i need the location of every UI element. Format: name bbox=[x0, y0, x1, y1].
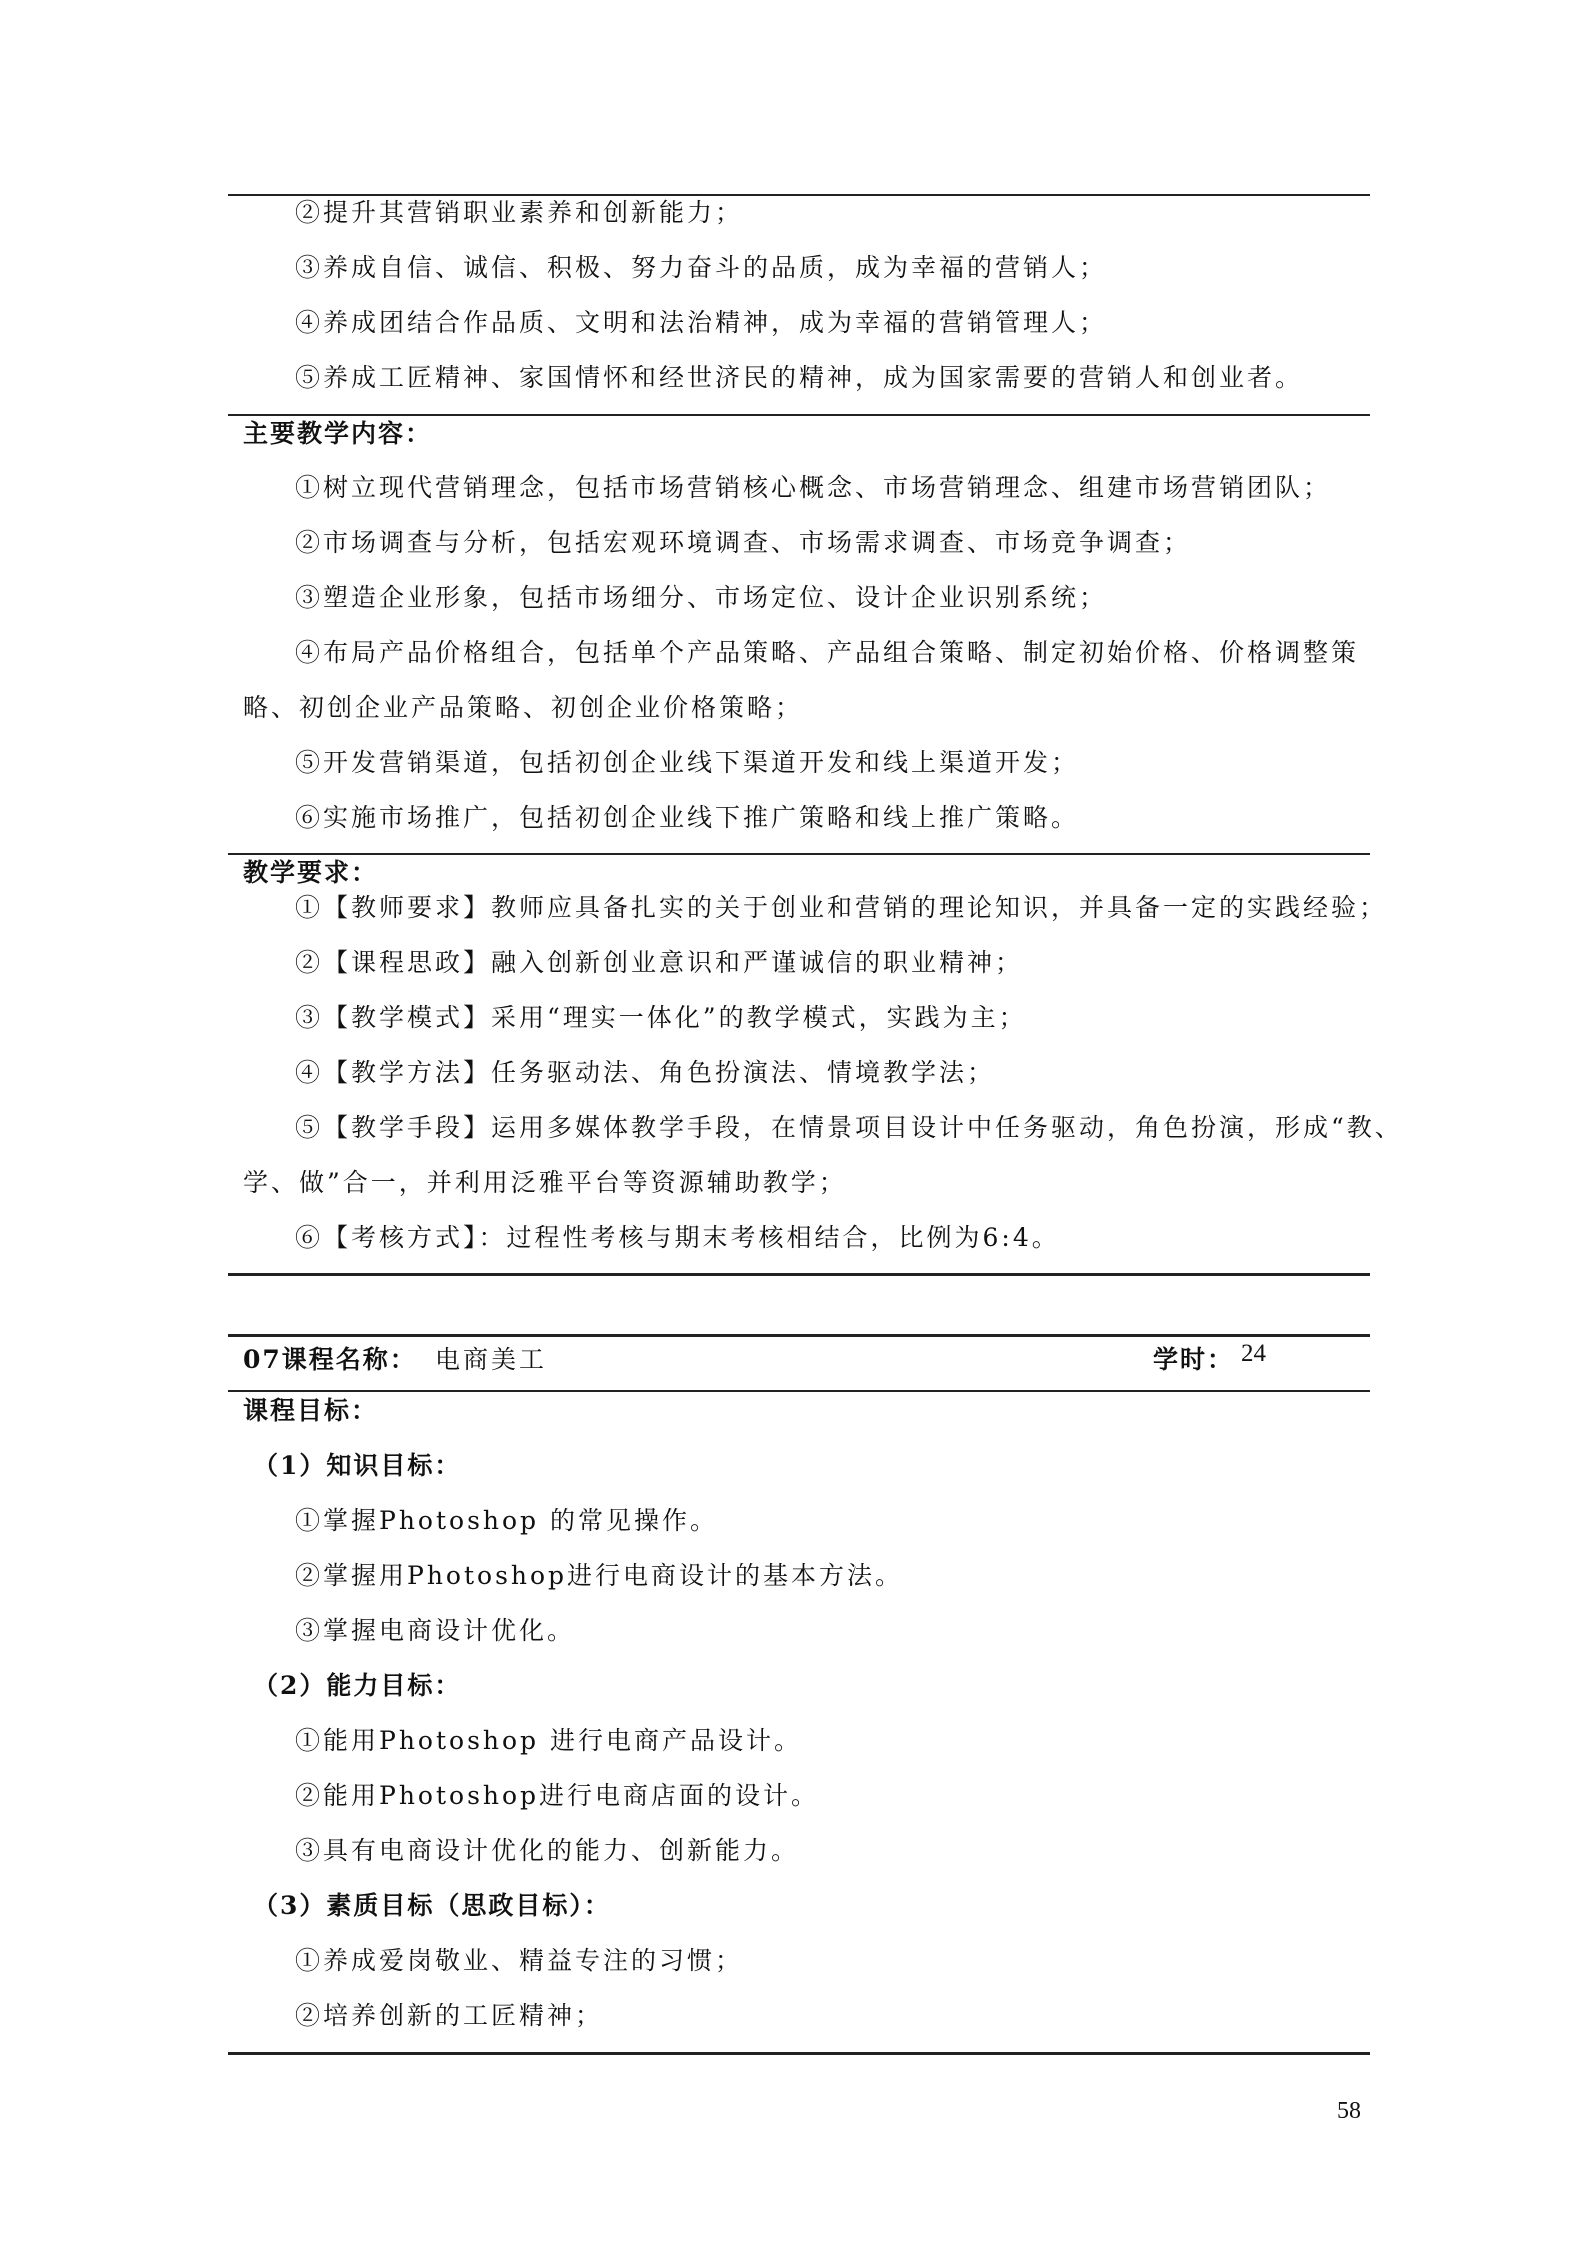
content-item: ④布局产品价格组合，包括单个产品策略、产品组合策略、制定初始价格、价格调整策 bbox=[295, 638, 1360, 667]
requirement-item: ⑤【教学手段】运用多媒体教学手段，在情景项目设计中任务驱动，角色扮演，形成“教、 bbox=[295, 1113, 1403, 1142]
content-heading: 主要教学内容： bbox=[243, 419, 433, 448]
section-divider bbox=[228, 853, 1370, 855]
section-divider bbox=[228, 414, 1370, 416]
content-item-continued: 略、初创企业产品策略、初创企业价格策略； bbox=[243, 693, 804, 722]
knowledge-item: ②掌握用Photoshop进行电商设计的基本方法。 bbox=[295, 1561, 904, 1590]
bottom-rule bbox=[228, 2052, 1370, 2055]
top-rule bbox=[228, 194, 1370, 196]
quality-item: ①养成爱岗敬业、精益专注的习惯； bbox=[295, 1946, 744, 1975]
knowledge-item: ③掌握电商设计优化。 bbox=[295, 1616, 576, 1645]
content-item: ③塑造企业形象，包括市场细分、市场定位、设计企业识别系统； bbox=[295, 583, 1108, 612]
course-top-rule bbox=[228, 1334, 1370, 1337]
content-item: ②市场调查与分析，包括宏观环境调查、市场需求调查、市场竞争调查； bbox=[295, 528, 1192, 557]
content-item: ⑥实施市场推广，包括初创企业线下推广策略和线上推广策略。 bbox=[295, 803, 1080, 832]
ability-item: ②能用Photoshop进行电商店面的设计。 bbox=[295, 1781, 820, 1810]
page-number: 58 bbox=[1337, 2098, 1361, 2124]
goals-heading: 课程目标： bbox=[243, 1396, 379, 1425]
requirement-item: ③【教学模式】采用“理实一体化”的教学模式，实践为主； bbox=[295, 1003, 1027, 1032]
course-header-row bbox=[243, 1340, 1353, 1374]
knowledge-item: ①掌握Photoshop 的常见操作。 bbox=[295, 1506, 719, 1535]
ability-heading: （2）能力目标： bbox=[253, 1671, 462, 1700]
ability-item: ③具有电商设计优化的能力、创新能力。 bbox=[295, 1836, 800, 1865]
goal-item: ⑤养成工匠精神、家国情怀和经世济民的精神，成为国家需要的营销人和创业者。 bbox=[295, 363, 1304, 392]
content-item: ①树立现代营销理念，包括市场营销核心概念、市场营销理念、组建市场营销团队； bbox=[295, 473, 1332, 502]
requirement-item: ②【课程思政】融入创新创业意识和严谨诚信的职业精神； bbox=[295, 948, 1024, 977]
quality-item: ②培养创新的工匠精神； bbox=[295, 2001, 604, 2030]
section-divider bbox=[228, 1390, 1370, 1392]
goal-item: ②提升其营销职业素养和创新能力； bbox=[295, 198, 744, 227]
goal-item: ④养成团结合作品质、文明和法治精神，成为幸福的营销管理人； bbox=[295, 308, 1108, 337]
course-hours-label: 学时： bbox=[1153, 1345, 1235, 1374]
content-item: ⑤开发营销渠道，包括初创企业线下渠道开发和线上渠道开发； bbox=[295, 748, 1080, 777]
knowledge-heading: （1）知识目标： bbox=[253, 1451, 462, 1480]
requirement-item: ④【教学方法】任务驱动法、角色扮演法、情境教学法； bbox=[295, 1058, 996, 1087]
goal-item: ③养成自信、诚信、积极、努力奋斗的品质，成为幸福的营销人； bbox=[295, 253, 1108, 282]
ability-item: ①能用Photoshop 进行电商产品设计。 bbox=[295, 1726, 803, 1755]
table-bottom-rule bbox=[228, 1273, 1370, 1276]
requirement-item: ①【教师要求】教师应具备扎实的关于创业和营销的理论知识，并具备一定的实践经验； bbox=[295, 893, 1388, 922]
course-name-label: 07课程名称： bbox=[243, 1345, 417, 1374]
requirements-heading: 教学要求： bbox=[243, 858, 379, 887]
quality-heading: （3）素质目标（思政目标）： bbox=[253, 1891, 611, 1920]
course-hours-value: 24 bbox=[1241, 1340, 1266, 1367]
requirement-item: ⑥【考核方式】：过程性考核与期末考核相结合，比例为6:4。 bbox=[295, 1223, 1060, 1252]
course-name-value: 电商美工 bbox=[435, 1345, 548, 1374]
requirement-item-continued: 学、做”合一，并利用泛雅平台等资源辅助教学； bbox=[243, 1168, 847, 1197]
